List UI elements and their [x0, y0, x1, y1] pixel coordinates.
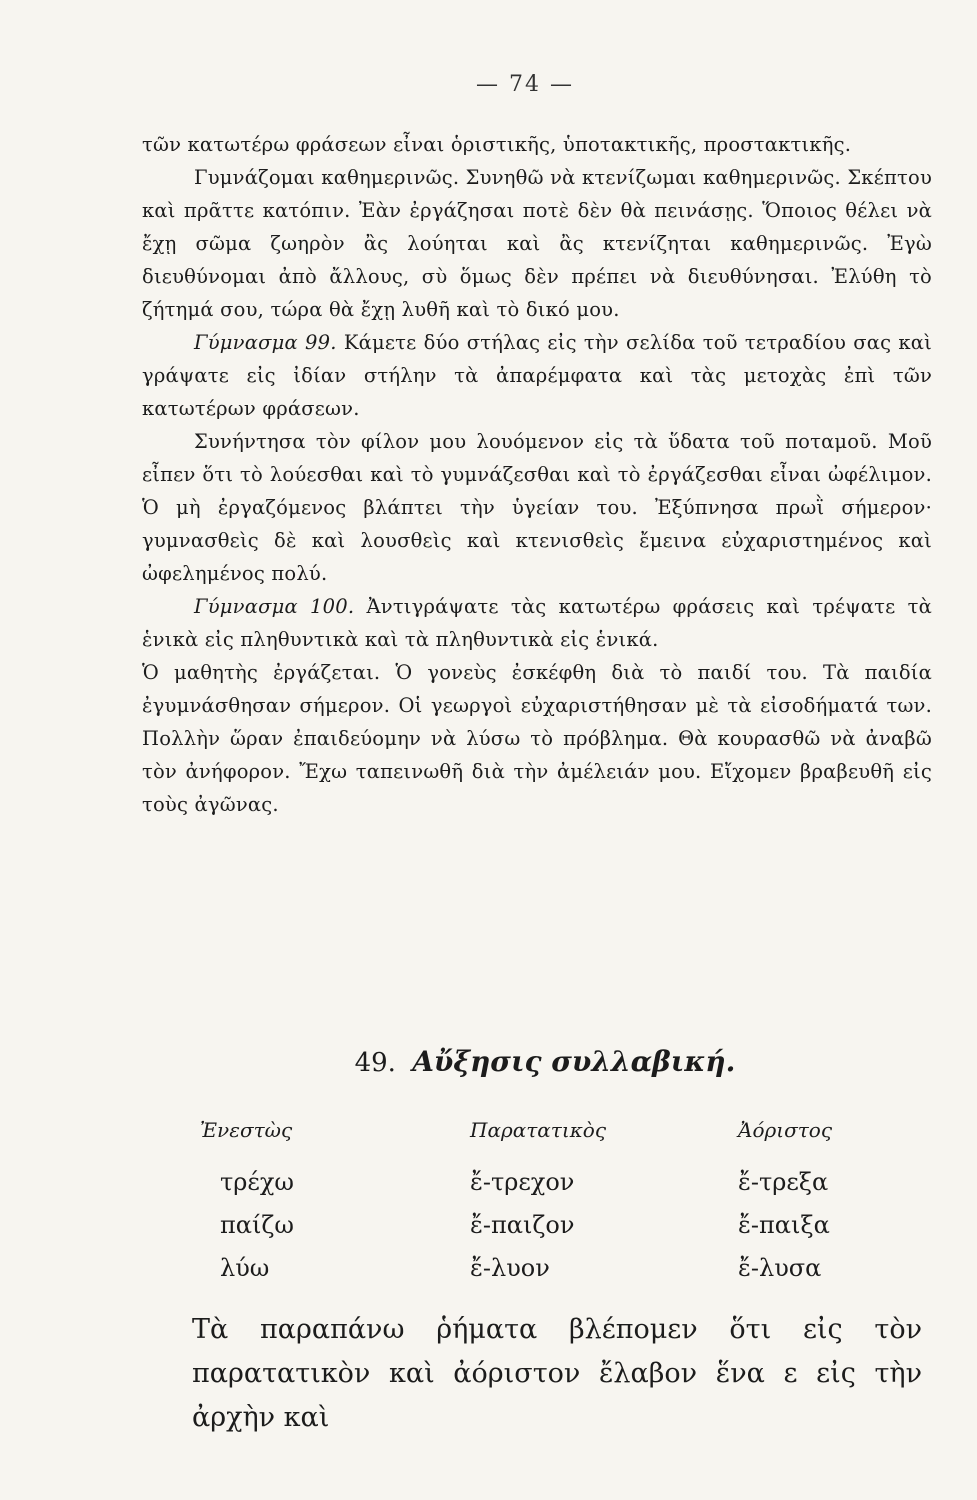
exercise-paragraph	[142, 590, 932, 656]
section-title: Αὔξησις συλλαβική.	[412, 1045, 736, 1078]
column-header: Ἀόριστος	[738, 1118, 833, 1142]
column-header: Ἐνεστὼς	[200, 1118, 293, 1142]
table-cell: ἔ-παιζον	[470, 1211, 575, 1239]
table-row	[200, 1168, 938, 1211]
table-cell: ἔ-τρεξα	[738, 1168, 829, 1196]
exercise-label: Γύμνασμα 100.	[194, 595, 355, 618]
exercise-text: Ἀντιγράψατε τὰς κατωτέρω φράσεις καὶ τρέψατε τὰ ἑνικὰ εἰς πληθυντικὰ καὶ τὰ πληθυντικὰ εἰς ἑνικά.	[142, 595, 933, 651]
paragraph: Γυμνάζομαι καθημερινῶς. Συνηθῶ νὰ κτενίζωμαι καθημερινῶς. Σκέπτου καὶ πρᾶττε κατόπιν. Ἐὰν ἐργάζησαι ποτὲ δὲν θὰ πεινάσῃς. Ὅποιος θέλει νὰ ἔχῃ σῶμα ζωηρὸν ἂς λούηται καὶ ἂς κτενίζηται καθημερινῶς. Ἐγὼ διευθύνομαι ἀπὸ ἄλλους, σὺ ὅμως δὲν πρέπει νὰ διευθύνησαι. Ἐλύθη τὸ ζήτημά σου, τώρα θὰ ἔχῃ λυθῆ καὶ τὸ δικό μου.	[142, 166, 932, 321]
table-row	[200, 1254, 938, 1297]
final-paragraph	[192, 1308, 922, 1440]
section-heading	[0, 1045, 977, 1078]
table-cell: ἔ-παιξα	[738, 1211, 830, 1239]
exercise-label: Γύμνασμα 99.	[194, 331, 337, 354]
body-text	[142, 128, 932, 821]
table-cell: ἔ-λυον	[470, 1254, 550, 1282]
exercise-text: Κάμετε δύο στήλας εἰς τὴν σελίδα τοῦ τετραδίου σας καὶ γράψατε εἰς ἰδίαν στήλην τὰ ἀπαρέμφατα καὶ τὰς μετοχὰς ἐπὶ τῶν κατωτέρων φράσεων.	[142, 331, 933, 420]
paragraph: Τὰ παραπάνω ῥήματα βλέπομεν ὅτι εἰς τὸν παρατατικὸν καὶ ἀόριστον ἔλαβον ἕνα ε εἰς τὴν ἀρχὴν καὶ	[192, 1314, 922, 1433]
table-cell: τρέχω	[220, 1168, 294, 1196]
conjugation-table	[200, 1118, 938, 1297]
page-number: — 74 —	[476, 72, 574, 97]
table-cell: παίζω	[220, 1211, 294, 1239]
paragraph: Ὁ μαθητὴς ἐργάζεται. Ὁ γονεὺς ἐσκέφθη διὰ τὸ παιδί του. Τὰ παιδία ἐγυμνάσθησαν σήμερον. Οἱ γεωργοὶ εὐχαριστήθησαν μὲ τὰ εἰσοδήματά των. Πολλὴν ὥραν ἐπαιδεύομην νὰ λύσω τὸ πρόβλημα. Θὰ κουρασθῶ νὰ ἀναβῶ τὸν ἀνήφορον. Ἔχω ταπεινωθῆ διὰ τὴν ἀμέλειάν μου. Εἴχομεν βραβευθῆ εἰς τοὺς ἀγῶνας.	[142, 661, 932, 816]
section-number: 49.	[354, 1048, 396, 1078]
table-header-row	[200, 1118, 938, 1168]
table-cell: ἔ-τρεχον	[470, 1168, 575, 1196]
table-cell: λύω	[220, 1254, 270, 1282]
paragraph: τῶν κατωτέρω φράσεων εἶναι ὁριστικῆς, ὑποτακτικῆς, προστακτικῆς.	[142, 133, 852, 156]
paragraph: Συνήντησα τὸν φίλον μου λουόμενον εἰς τὰ ὕδατα τοῦ ποταμοῦ. Μοῦ εἶπεν ὅτι τὸ λούεσθαι καὶ τὸ γυμνάζεσθαι καὶ τὸ ἐργάζεσθαι εἶναι ὠφέλιμον. Ὁ μὴ ἐργαζόμενος βλάπτει τὴν ὑγείαν του. Ἐξύπνησα πρωῒ σήμερον· γυμνασθεὶς δὲ καὶ λουσθεὶς καὶ κτενισθεὶς ἔμεινα εὐχαριστημένος καὶ ὠφελημένος πολύ.	[142, 430, 932, 585]
table-cell: ἔ-λυσα	[738, 1254, 822, 1282]
column-header: Παρατατικὸς	[470, 1118, 607, 1142]
table-row	[200, 1211, 938, 1254]
exercise-paragraph	[142, 326, 932, 425]
